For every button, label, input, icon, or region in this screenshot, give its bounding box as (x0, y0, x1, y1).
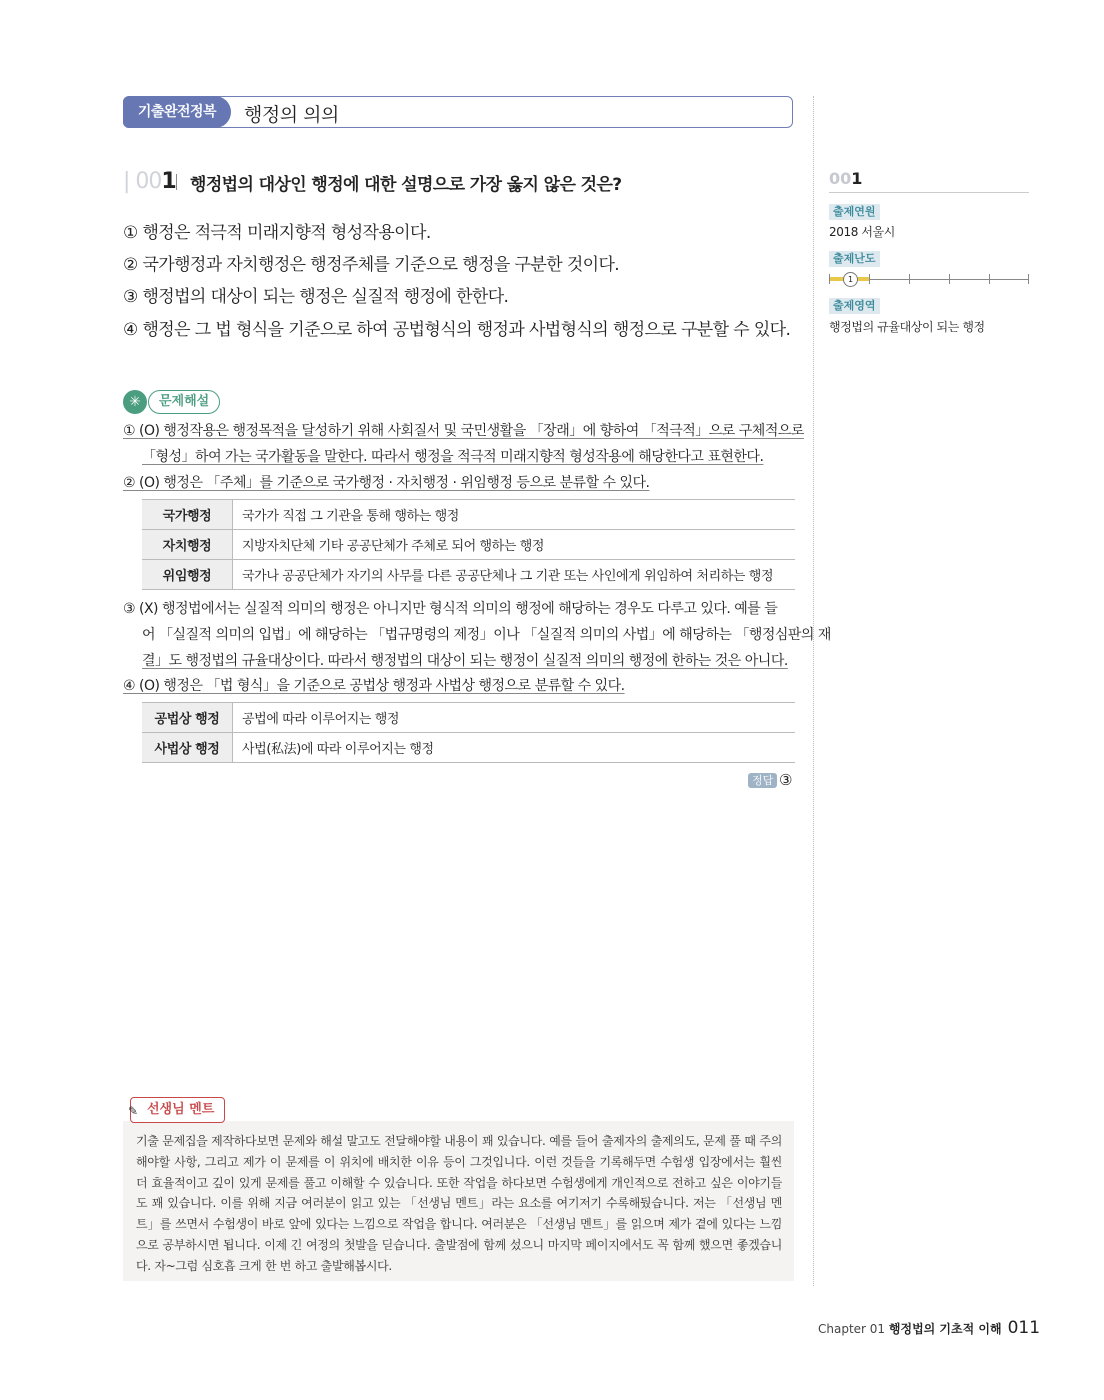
page-number: 011 (1007, 1318, 1041, 1338)
subject-table (142, 499, 795, 590)
column-divider (813, 96, 814, 1286)
form-table (142, 702, 795, 763)
chapter-title: 행정법의 기초적 이해 (888, 1322, 1002, 1336)
table-row: 자치행정 지방자치단체 기타 공공단체가 주체로 되어 행하는 행정 (142, 530, 795, 560)
choice-3: ③ 행정법의 대상이 되는 행정은 실질적 행정에 한한다. (123, 287, 509, 307)
teacher-note-text: 기출 문제집을 제작하다보면 문제와 해설 말고도 전달해야할 내용이 꽤 있습니다. 예를 들어 출제자의 출제의도, 문제 풀 때 주의해야할 사항, 그리고 제가 이 문제를 이 위치에 배치한 이유 등이 그것입니다. 이런 것들을 기록해두면 수험생 입장에서는 훨씬 더 효율적이고 깊이 있게 문제를 풀고 이해할 수 있습니다. 또한 작업을 하다보면 수험생에게 개인적으로 전하고 싶은 이야기들도 꽤 있습니다. 이를 위해 지금 여러분이 읽고 있는 「선생님 멘트」라는 요소를 여기저기 수록해뒀습니다. 저는 「선생님 멘트」를 쓰면서 수험생이 바로 앞에 있다는 느낌으로 작업을 합니다. 여러분은 「선생님 멘트」를 읽으며 제가 곁에 있다는 느낌으로 공부하시면 됩니다. 이제 긴 여정의 첫발을 딛습니다. 출발점에 함께 섰으니 마지막 페이지에서도 꼭 함께 했으면 좋겠습니다. 자~그럼 심호흡 크게 한 번 하고 출발해봅시다. (136, 1134, 782, 1273)
choice-2: ② 국가행정과 자치행정은 행정주체를 기준으로 행정을 구분한 것이다. (123, 255, 620, 275)
year-value: 2018 서울시 (829, 225, 895, 239)
choice-4: ④ 행정은 그 법 형식을 기준으로 하여 공법형식의 행정과 사법형식의 행정으로 구분할 수 있다. (123, 320, 791, 340)
side-rule (829, 192, 1029, 193)
solution-label: 문제해설 (148, 390, 220, 414)
difficulty-tag: 출제난도 (829, 251, 880, 267)
table-row: 국가행정 국가가 직접 그 기관을 통해 행하는 행정 (142, 500, 795, 530)
question-divider (176, 174, 177, 190)
section-badge: 기출완전정복 (123, 96, 231, 128)
chapter-label: Chapter 01 (818, 1322, 886, 1336)
teacher-note-label: 선생님 멘트 (130, 1097, 225, 1123)
area-value: 행정법의 규율대상이 되는 행정 (829, 320, 985, 334)
explanation-3c: 결」도 행정법의 규율대상이다. 따라서 행정법의 대상이 되는 행정이 실질적 의미의 행정에 한하는 것은 아니다. (142, 653, 788, 669)
question-text: 행정법의 대상인 행정에 대한 설명으로 가장 옳지 않은 것은? (190, 175, 622, 195)
explanation-3b: 어 「실질적 의미의 입법」에 해당하는 「법규명령의 제정」이나 「실질적 의미의 사법」에 해당하는 「행정심판의 재 (142, 627, 831, 643)
question-number: | 001 (123, 169, 176, 194)
explanation-4: ④ (O) 행정은 「법 형식」을 기준으로 공법상 행정과 사법상 행정으로 분류할 수 있다. (123, 678, 625, 694)
table-row: 공법상 행정 공법에 따라 이루어지는 행정 (142, 703, 795, 733)
explanation-1b: 「형성」하여 가는 국가활동을 말한다. 따라서 행정을 적극적 미래지향적 형성작용에 해당한다고 표현한다. (142, 449, 764, 465)
page-footer (818, 1318, 1040, 1338)
sparkle-icon: ✳ (123, 390, 147, 414)
area-tag: 출제영역 (829, 298, 880, 314)
section-header (123, 96, 793, 128)
choice-1: ① 행정은 적극적 미래지향적 형성작용이다. (123, 223, 431, 243)
table-row: 위임행정 국가나 공공단체가 자기의 사무를 다른 공공단체나 그 기관 또는 사인에게 위임하여 처리하는 행정 (142, 560, 795, 590)
answer-value: ③ (779, 771, 793, 789)
year-tag: 출제연원 (829, 204, 880, 220)
explanation-2: ② (O) 행정은 「주체」를 기준으로 국가행정 · 자치행정 · 위임행정 등으로 분류할 수 있다. (123, 475, 650, 491)
difficulty-scale (829, 272, 1029, 286)
side-question-number: 001 (829, 169, 863, 188)
explanation-1a: ① (O) 행정작용은 행정목적을 달성하기 위해 사회질서 및 국민생활을 「장래」에 향하여 「적극적」으로 구체적으로 (123, 423, 804, 439)
difficulty-marker: 1 (843, 272, 858, 287)
pencil-icon: ✎ (128, 1104, 139, 1118)
table-row: 사법상 행정 사법(私法)에 따라 이루어지는 행정 (142, 733, 795, 763)
explanation-3a: ③ (X) 행정법에서는 실질적 의미의 행정은 아니지만 형식적 의미의 행정에 해당하는 경우도 다루고 있다. 예를 들 (123, 601, 778, 617)
answer-badge: 정답 (748, 773, 777, 788)
section-title: 행정의 의의 (244, 104, 339, 126)
